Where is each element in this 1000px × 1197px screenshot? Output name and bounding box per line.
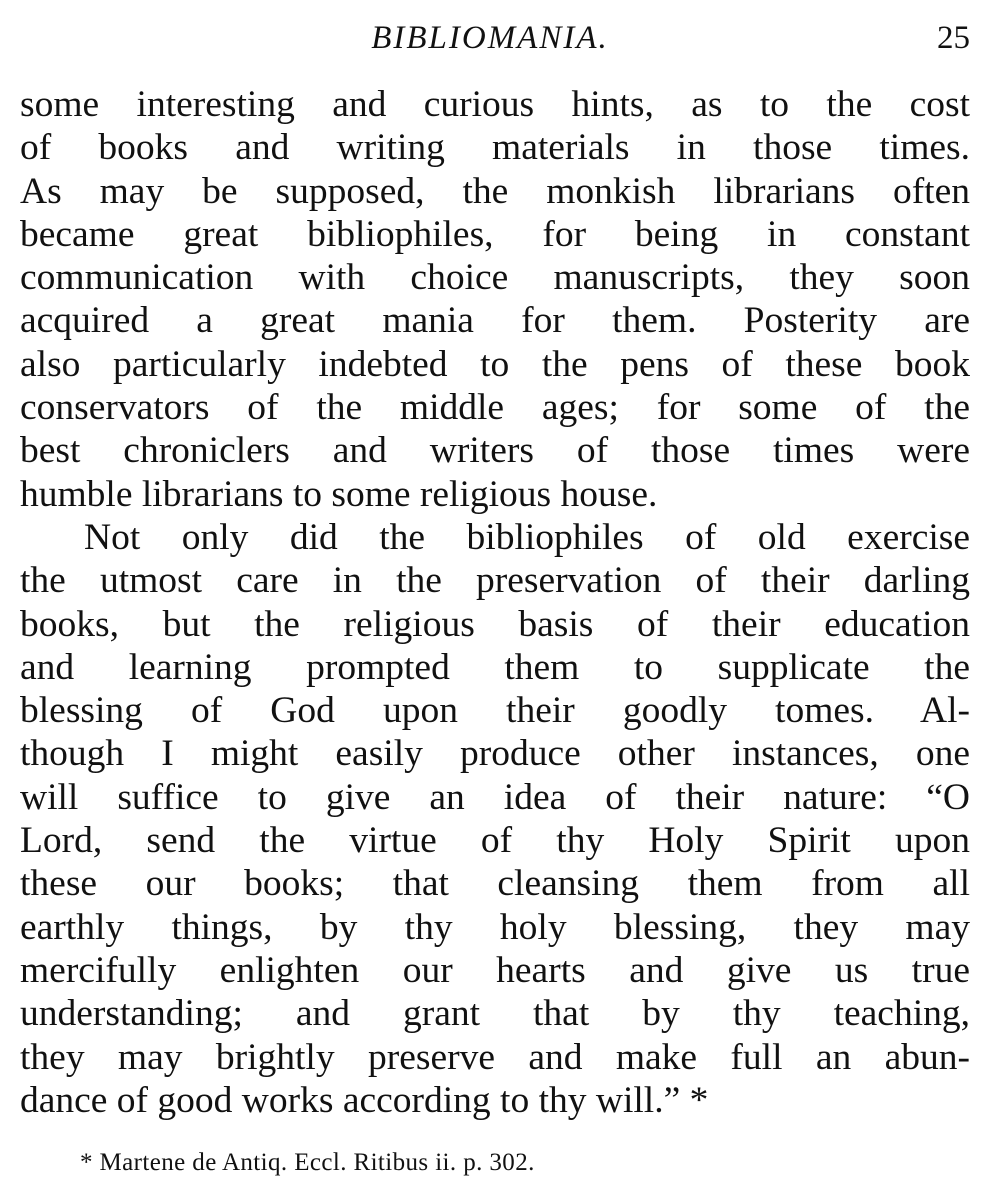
text-line: As may be supposed, the monkish librarians often xyxy=(20,170,970,212)
running-head xyxy=(0,16,1000,60)
paragraph-1 xyxy=(20,83,970,516)
text-line: became great bibliophiles, for being in constant xyxy=(20,213,970,255)
text-line: humble librarians to some religious house. xyxy=(20,473,658,515)
text-line: will suffice to give an idea of their nature: “O xyxy=(20,776,970,818)
text-line: understanding; and grant that by thy teaching, xyxy=(20,993,970,1035)
body-text xyxy=(20,83,970,1122)
text-line: books, but the religious basis of their education xyxy=(20,603,970,645)
text-line: conservators of the middle ages; for some of the xyxy=(20,387,970,429)
text-line: these our books; that cleansing them from all xyxy=(20,863,970,905)
text-line: acquired a great mania for them. Posterity are xyxy=(20,300,970,342)
paragraph-2 xyxy=(20,516,970,1122)
text-line: though I might easily produce other instances, one xyxy=(20,733,970,775)
text-line: communication with choice manuscripts, they soon xyxy=(20,257,970,299)
text-line: best chroniclers and writers of those times were xyxy=(20,430,970,472)
text-line: and learning prompted them to supplicate the xyxy=(20,646,970,688)
text-line: blessing of God upon their goodly tomes. Al- xyxy=(20,690,970,732)
text-line: Not only did the bibliophiles of old exercise xyxy=(84,516,970,558)
footnote: * Martene de Antiq. Eccl. Ritibus ii. p. 302. xyxy=(80,1149,535,1176)
text-line: dance of good works according to thy will.” * xyxy=(20,1079,709,1121)
page-number: 25 xyxy=(937,20,970,56)
text-line: they may brightly preserve and make full an abun- xyxy=(20,1036,970,1078)
text-line: of books and writing materials in those times. xyxy=(20,127,970,169)
text-line: Lord, send the virtue of thy Holy Spirit upon xyxy=(20,820,970,862)
text-line: earthly things, by thy holy blessing, they may xyxy=(20,906,970,948)
text-line: also particularly indebted to the pens of these book xyxy=(20,343,970,385)
text-line: mercifully enlighten our hearts and give us true xyxy=(20,949,970,991)
text-line: some interesting and curious hints, as to the cost xyxy=(20,84,970,125)
text-line: the utmost care in the preservation of their darling xyxy=(20,560,970,602)
running-title: BIBLIOMANIA. xyxy=(371,20,609,56)
